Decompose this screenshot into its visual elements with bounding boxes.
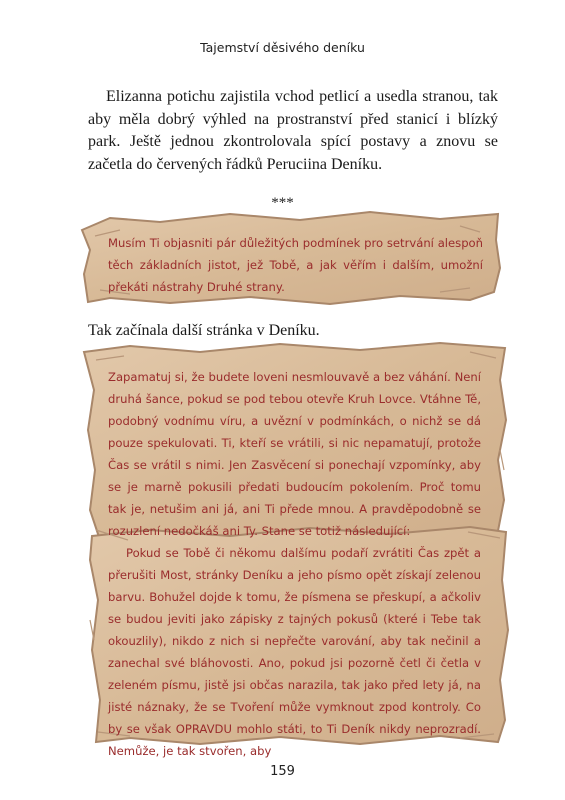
paragraph-1: Elizanna potichu zajistila vchod petlicí a usedla stranou, tak aby měla dobrý výhled na prostranství před stanicí i blízký park. Ještě jednou zkontrolovala spící postavy a znovu se začetla do červených řádků Peruciina Deníku. xyxy=(88,88,498,173)
running-header: Tajemství děsivého deníku xyxy=(200,40,365,55)
parchment-2-paragraph-1: Zapamatuj si, že budete loveni nesmlouvavě a bez váhání. Není druhá šance, pokud se pod tebou otevře Kruh Lovce. Vtáhne Tě, podobný vodnímu víru, a uvězní v podmínkách, o nichž se dá pouze spekulovati. Ti, kteří se vrátili, si nic nepamatují, protože Čas se vrátil s nimi. Jen Zasvěcení si ponechají vzpomínky, aby se je marně pokusili předati budoucím pokolením. Proč tomu tak je, netušim ani já, ani Ti přede mnou. A pravděpodobně se rozuzlení nedočkáš ani Ty. Stane se totiž následující: xyxy=(108,370,481,538)
parchment-2-paragraph-2: Pokud se Tobě či někomu dalšímu podaří zvrátiti Čas zpět a přerušiti Most, stránky Deníku a jeho písmo opět získají zelenou barvu. Bohužel dojde k tomu, že písmena se přeskupí, a ačkoliv se budou jeviti jako zápisky z tajných pokusů (které i Tebe tak okouzlily), nikdo z nich si nepřečte varování, aby tak nečinil a zanechal své bláhovosti. Ano, pokud jsi pozorně četl či četla v zeleném písmu, jistě jsi občas narazila, tak jako před lety já, na jisté náznaky, že se Tvoření může vymknout zpod kontroly. Co by se však OPRAVDU mohlo státi, to Ti Deník nikdy neprozradí. Nemůže, je tak stvořen, aby xyxy=(108,546,481,758)
page-number: 159 xyxy=(270,764,295,779)
parchment-2-text xyxy=(108,366,481,762)
section-separator: *** xyxy=(271,195,294,211)
paragraph-2: Tak začínala další stránka v Deníku. xyxy=(88,322,320,339)
parchment-1-text xyxy=(108,232,483,298)
parchment-1-paragraph: Musím Ti objasniti pár důležitých podmínek pro setrvání alespoň těch základních jistot, jež Tobě, a jak věřím i dalším, umožní překáti nástrahy Druhé strany. xyxy=(108,236,483,294)
